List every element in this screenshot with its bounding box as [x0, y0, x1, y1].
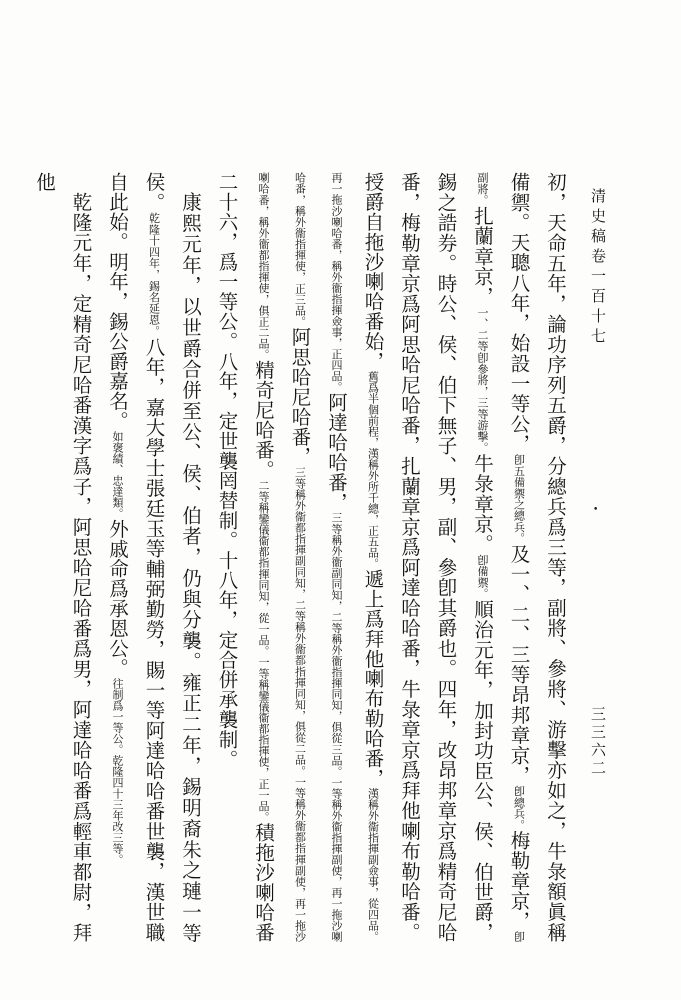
text-run: 順治元年，加封功臣公、侯、伯世爵，錫之誥券。時公、侯、伯下無子、男，副、參卽其爵也。四年，改昂邦章京爲精奇尼哈番，梅勒章京爲阿思哈尼哈番，扎蘭章京爲阿達哈哈番，牛彔章京爲拜他喇布勒哈番。授爵自拖沙喇哈番始，: [361, 172, 494, 943]
annotation-note: 三等稱外衞都指揮副同知，二等稱外衞都指揮同知，俱從二品。一等稱外衞都指揮副使，再一拖沙喇哈番，稱外衞都指揮使，俱正二品。: [257, 172, 307, 943]
dot-mark: •: [593, 505, 599, 515]
text-run: 初，天命五年，論功序列五爵，分總兵爲三等，副將、參將、游擊亦如之，牛彔額眞稱備禦。天聰八年，始設一等公，: [507, 172, 567, 942]
text-run: 乾隆元年，定精奇尼哈番漢字爲子，阿思哈尼哈番爲男，阿達哈哈番爲輕車都尉，拜他: [33, 172, 93, 942]
text-run: 扎蘭章京，: [471, 205, 494, 307]
annotation-note: 卽總兵。: [512, 785, 526, 831]
paragraph-1: [208, 172, 573, 942]
annotation-note: 如褒績、忠達類。: [111, 430, 124, 519]
annotation-note: 二等稱鑾儀衞都指揮同知，從一品。一等稱鑾儀衞都指揮使，正一品。: [257, 479, 270, 823]
text-run: 阿達哈哈番，: [325, 392, 348, 513]
annotation-note: 乾隆十四年，錫名延恩。: [147, 212, 161, 337]
annotation-note: 一、二等卽參將，三等游擊。: [476, 306, 489, 454]
annotation-note: 往制爲一等公。乾隆四十三年改三等。: [111, 677, 124, 865]
page-number: 三三六二: [589, 706, 607, 778]
annotation-note: 卽備禦。: [476, 554, 489, 600]
text-run: 積拖沙喇哈番二十六，爲一等公。八年，定世襲罔替制。十八年，定合併承襲制。: [215, 172, 275, 943]
body-text: [33, 172, 573, 943]
text-run: 精奇尼哈番。: [252, 359, 275, 480]
text-run: 梅勒章京，: [507, 830, 531, 931]
annotation-note: 舊爲半個前程，漢稱外所千總，正五品。: [366, 371, 380, 570]
annotation-note: 卽五備禦之總兵。: [512, 453, 526, 544]
page-header: 清史稿卷一百十七: [589, 188, 607, 348]
text-run: 遞上爲拜他喇布勒哈番，: [361, 569, 385, 788]
text-run: 牛彔章京。: [471, 453, 494, 555]
text-run: 外戚命爲承恩公。: [106, 518, 129, 678]
annotation-note: 三等稱外衞副同知，二等稱外衞指揮同知，俱從三品。一等稱外衞指揮副使，再一拖沙喇哈番，稱外衞指揮使，正三品。: [293, 172, 343, 943]
paragraph-2: [99, 172, 209, 942]
text-run: 八年，嘉大學士張廷玉等輔弼勤勞，賜一等阿達哈哈番世襲，漢世職自此始。明年，錫公爵嘉名。: [106, 172, 166, 943]
annotation-note: 漢稱外衞指揮副僉事，從四品。再一拖沙喇哈番，稱外衞指揮僉事，正四品。: [330, 172, 380, 943]
text-run: 及一、二、三等昂邦章京，: [507, 543, 531, 786]
paragraph-3: [26, 172, 99, 942]
text-run: 康熙元年，以世爵合併至公、侯、伯者，仍與分襲。雍正二年，錫明裔朱之璉一等侯。: [142, 172, 202, 942]
annotation-note: 卽副將。: [476, 172, 526, 942]
text-run: 阿思哈尼哈番，: [288, 326, 312, 467]
